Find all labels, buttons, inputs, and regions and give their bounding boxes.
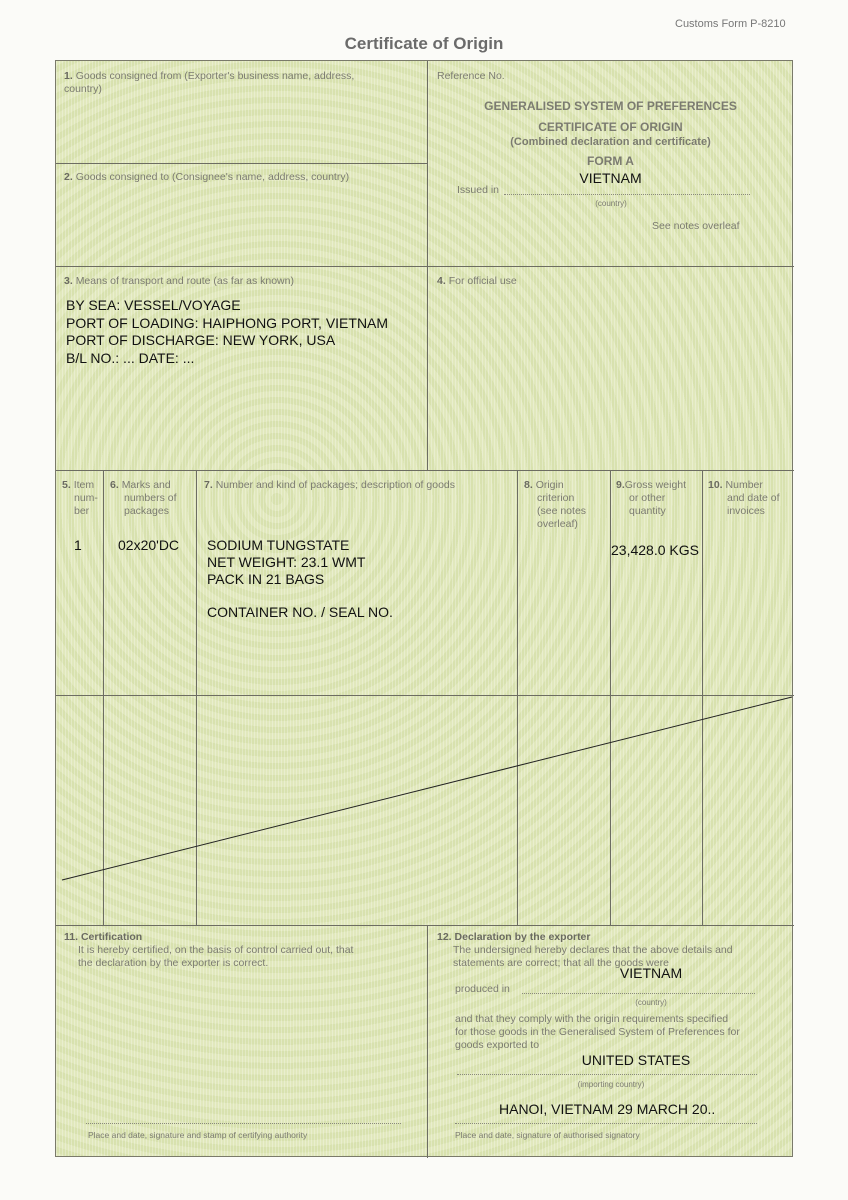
box12-country-caption: (country): [635, 998, 667, 1007]
importing-country: UNITED STATES: [581, 1052, 691, 1068]
marks-value: 02x20'DC: [118, 537, 180, 553]
box4-label: 4. For official use: [437, 275, 517, 287]
produced-in-label: produced in: [455, 983, 510, 995]
col10-header: 10. Number and date of invoices: [708, 479, 780, 517]
transport-line-1: BY SEA: VESSEL/VOYAGE: [66, 297, 241, 313]
issued-in-line: [504, 194, 750, 195]
place-date-value: HANOI, VIETNAM 29 MARCH 20..: [499, 1101, 716, 1117]
box11-certification: 11. Certification It is hereby certified, on the basis of control carried out, that the declaration by the exporter is correct.: [64, 931, 354, 969]
description-line-2: NET WEIGHT: 23.1 WMT: [207, 554, 366, 570]
col7-header: 7. Number and kind of packages; description of goods: [204, 479, 455, 491]
box3-label: 3. Means of transport and route (as far as known): [64, 275, 294, 287]
col9-header: 9.Gross weight or other quantity: [616, 479, 687, 517]
importing-country-caption: (importing country): [577, 1080, 645, 1089]
description-line-1: SODIUM TUNGSTATE: [207, 537, 350, 553]
produced-in-line: [522, 993, 755, 994]
gross-weight-value: 23,428.0 KGS: [611, 542, 699, 558]
form-number: Customs Form P-8210: [675, 18, 786, 30]
transport-line-3: PORT OF DISCHARGE: NEW YORK, USA: [66, 332, 336, 348]
transport-line-4: B/L NO.: ... DATE: ...: [66, 350, 195, 366]
container-line: CONTAINER NO. / SEAL NO.: [207, 604, 393, 620]
comply-text: and that they comply with the origin requirements specified for those goods in the Generalised System of Preferences for goods exported to: [455, 1013, 740, 1051]
exporter-signature-line: [455, 1123, 757, 1124]
issued-in-label: Issued in: [457, 184, 500, 196]
gsp-title: GENERALISED SYSTEM OF PREFERENCES: [484, 99, 737, 113]
certificate-form: [55, 60, 793, 1157]
page-title: Certificate of Origin: [344, 34, 504, 53]
box1-label: 1. Goods consigned from (Exporter's business name, address, country): [64, 70, 355, 95]
col6-header: 6. Marks and numbers of packages: [110, 479, 177, 517]
box12-declaration: 12. Declaration by the exporter The undersigned hereby declares that the above details and statements are correct; that all the goods were: [437, 931, 733, 969]
country-caption: (country): [595, 199, 627, 208]
box12-footer: Place and date, signature of authorised signatory: [455, 1130, 640, 1140]
certifying-signature-line: [86, 1123, 401, 1124]
transport-line-2: PORT OF LOADING: HAIPHONG PORT, VIETNAM: [66, 315, 389, 331]
importing-country-line: [457, 1074, 757, 1075]
see-notes-label: See notes overleaf: [652, 220, 740, 232]
form-a-label: FORM A: [587, 154, 634, 168]
reference-label: Reference No.: [437, 70, 505, 82]
col8-header: 8. Origin criterion (see notes overleaf): [524, 479, 587, 530]
item-number: 1: [74, 537, 82, 553]
issued-country: VIETNAM: [579, 170, 642, 186]
col5-header: 5. Item num- ber: [62, 479, 98, 517]
description-line-3: PACK IN 21 BAGS: [207, 571, 325, 587]
box11-footer: Place and date, signature and stamp of certifying authority: [88, 1130, 308, 1140]
certificate-subtitle: (Combined declaration and certificate): [510, 136, 711, 148]
box2-label: 2. Goods consigned to (Consignee's name, address, country): [64, 171, 350, 183]
produced-country: VIETNAM: [619, 965, 683, 981]
certificate-title: CERTIFICATE OF ORIGIN: [538, 120, 683, 134]
